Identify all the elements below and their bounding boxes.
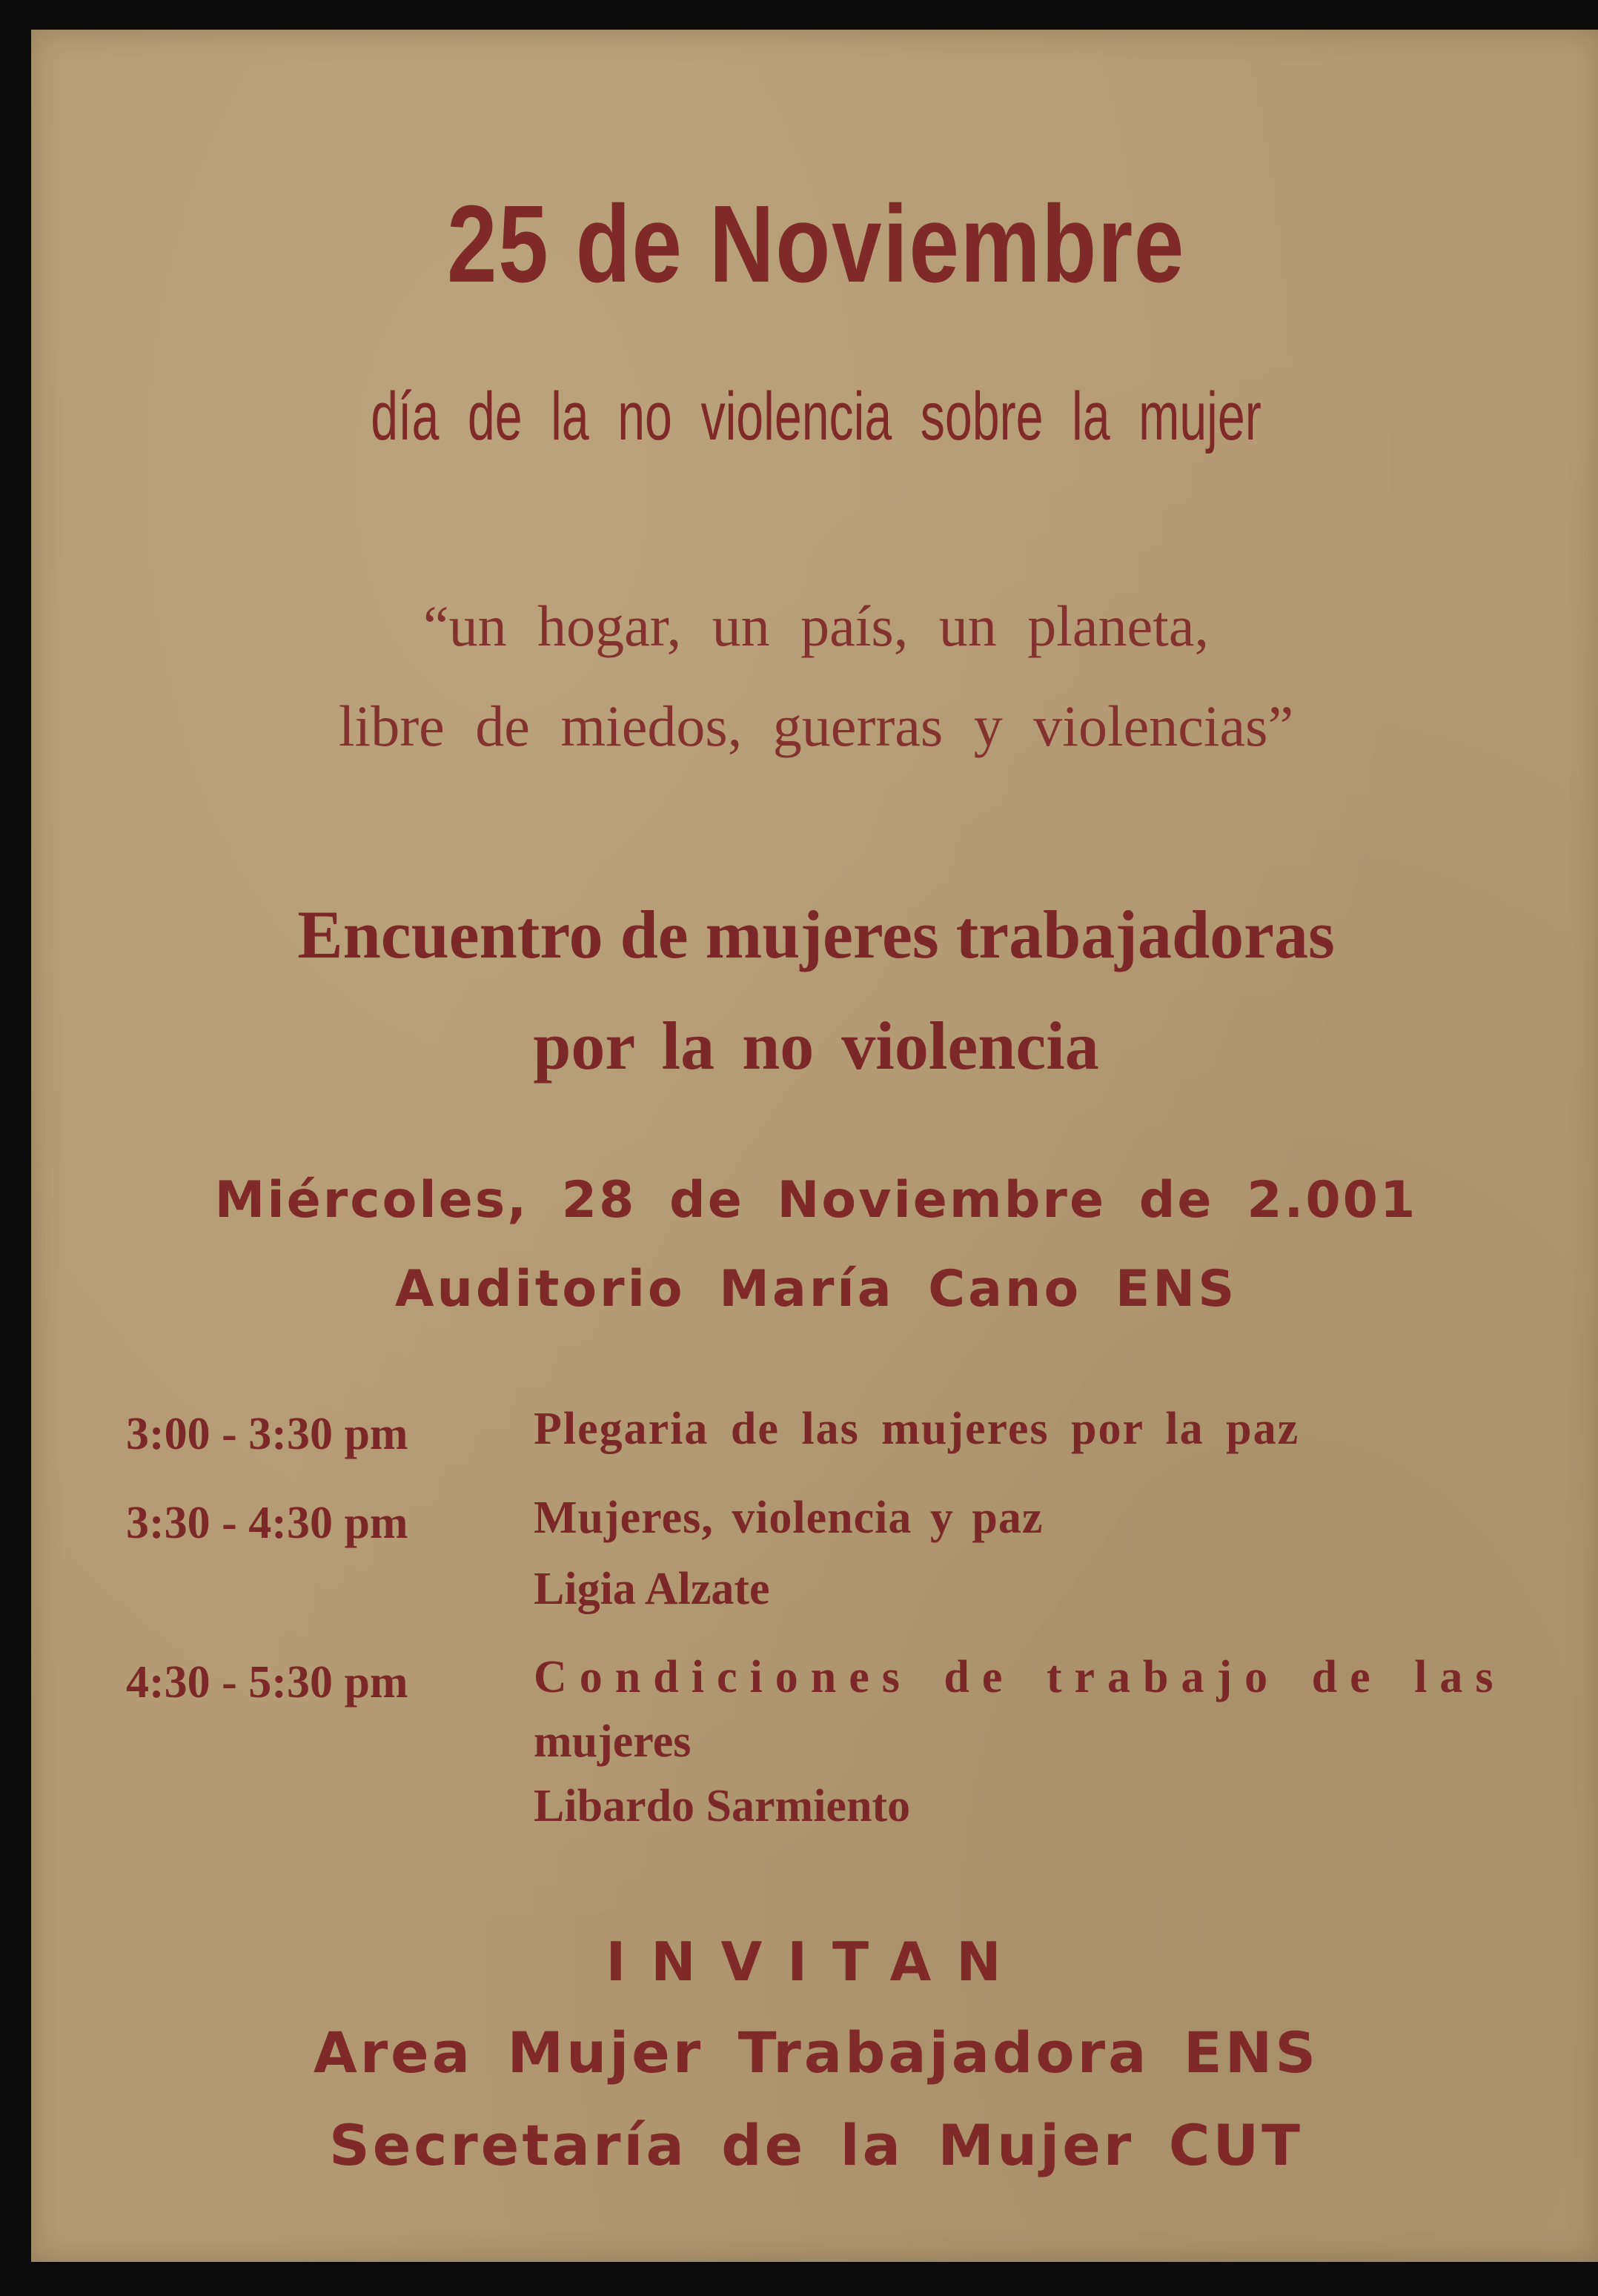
event-title-line-2: por la no violencia xyxy=(533,1008,1099,1084)
poster-sheet xyxy=(31,30,1598,2262)
poster-title: 25 de Noviembre xyxy=(447,183,1185,305)
organizer-2: Secretaría de la Mujer CUT xyxy=(328,2112,1304,2178)
schedule-speaker: Libardo Sarmiento xyxy=(534,1781,911,1831)
schedule-topic: Plegaria de las mujeres por la paz xyxy=(534,1404,1300,1454)
schedule-time: 3:30 - 4:30 pm xyxy=(126,1498,408,1548)
invitan-heading: INVITAN xyxy=(606,1931,1027,1993)
event-date: Miércoles, 28 de Noviembre de 2.001 xyxy=(214,1171,1418,1230)
schedule-topic: Mujeres, violencia y paz xyxy=(534,1493,1044,1543)
schedule-topic-continued: mujeres xyxy=(534,1716,692,1767)
schedule-time: 4:30 - 5:30 pm xyxy=(126,1657,408,1708)
quote-line-1: “un hogar, un país, un planeta, xyxy=(423,594,1209,658)
schedule-topic: Condiciones de trabajo de las xyxy=(534,1652,1506,1702)
event-title-line-1: Encuentro de mujeres trabajadoras xyxy=(297,897,1335,972)
poster-subtitle: día de la no violencia sobre la mujer xyxy=(371,379,1262,454)
schedule-speaker: Ligia Alzate xyxy=(534,1564,770,1614)
organizer-1: Area Mujer Trabajadora ENS xyxy=(313,2020,1319,2086)
schedule-time: 3:00 - 3:30 pm xyxy=(126,1409,408,1459)
quote-line-2: libre de miedos, guerras y violencias” xyxy=(338,694,1294,758)
event-venue: Auditorio María Cano ENS xyxy=(394,1260,1238,1318)
